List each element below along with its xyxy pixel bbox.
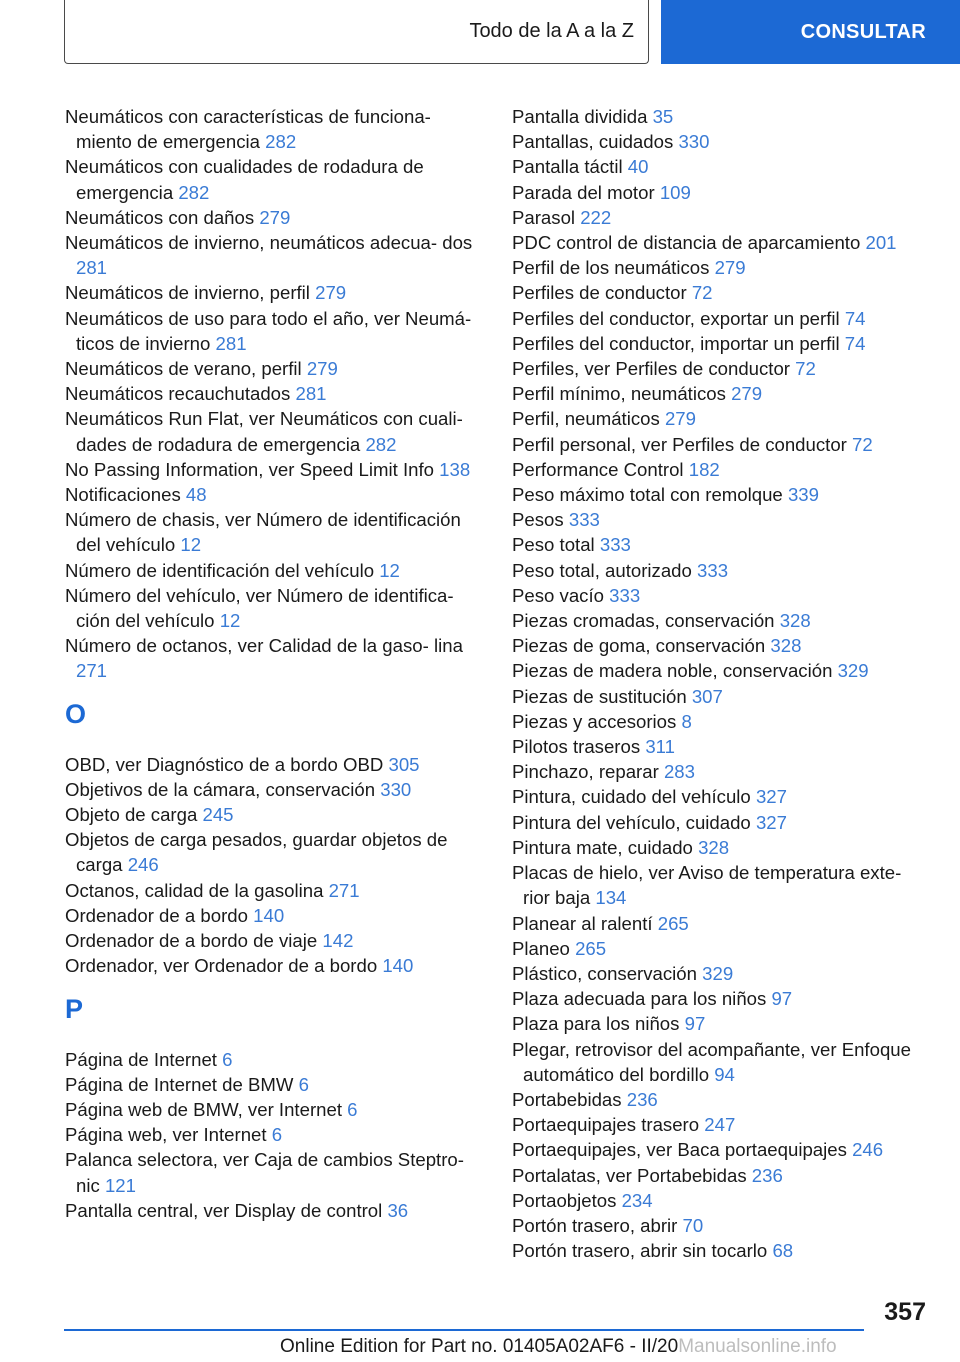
index-entry-text: Parasol xyxy=(512,206,576,228)
index-entry-text: Placas de hielo, ver Aviso de temperatura exte‐ rior baja xyxy=(512,862,902,909)
index-entry-text: Piezas cromadas, conservación xyxy=(512,610,775,632)
index-entry-text: Página web de BMW, ver Internet xyxy=(65,1098,342,1120)
index-entry xyxy=(65,1072,485,1097)
page-reference-link[interactable]: 246 xyxy=(852,1139,884,1161)
index-entry xyxy=(512,507,932,532)
index-entry-text: Pintura del vehículo, cuidado xyxy=(512,811,751,833)
index-column-left xyxy=(65,104,485,1223)
index-entry-text: Planear al ralentí xyxy=(512,912,653,934)
index-column-right xyxy=(512,104,932,1263)
page-reference-link[interactable]: 36 xyxy=(387,1199,409,1221)
index-entry xyxy=(512,911,932,936)
index-entry-text: Neumáticos de invierno, neumáticos adecua‐ dos xyxy=(65,232,473,254)
tab-az-index[interactable] xyxy=(64,0,649,64)
index-entry-text: Perfiles del conductor, importar un perfil xyxy=(512,332,840,354)
index-entry xyxy=(65,306,485,356)
index-entry-text: Octanos, calidad de la gasolina xyxy=(65,879,324,901)
index-entry xyxy=(512,1163,932,1188)
index-entry-text: Página web, ver Internet xyxy=(65,1124,267,1146)
header xyxy=(0,0,960,66)
index-entry-text: Piezas de madera noble, conservación xyxy=(512,660,833,682)
index-entry xyxy=(65,356,485,381)
index-entry xyxy=(512,280,932,305)
index-entry-text: Perfil, neumáticos xyxy=(512,408,660,430)
page-reference-link[interactable]: 94 xyxy=(714,1063,735,1085)
index-entry-text: Parada del motor xyxy=(512,181,655,203)
index-entry-text: Objetos de carga pesados, guardar objetos de carga xyxy=(65,829,448,876)
page-reference-link[interactable]: 121 xyxy=(104,1174,136,1196)
page-reference-link[interactable]: 234 xyxy=(621,1189,653,1211)
index-entry xyxy=(65,1122,485,1147)
index-entry xyxy=(65,827,485,877)
page-reference-link[interactable]: 6 xyxy=(222,1048,233,1070)
index-entry xyxy=(512,583,932,608)
index-entry-text: Peso total, autorizado xyxy=(512,559,692,581)
page-reference-link[interactable]: 330 xyxy=(678,131,710,153)
page-number: 357 xyxy=(884,1298,926,1326)
page-reference-link[interactable]: 201 xyxy=(865,232,897,254)
page-reference-link[interactable]: 305 xyxy=(388,753,420,775)
page-reference-link[interactable]: 327 xyxy=(755,811,787,833)
index-entry xyxy=(65,230,485,280)
index-entry-text: Página de Internet xyxy=(65,1048,217,1070)
index-entry-text: Neumáticos recauchutados xyxy=(65,383,291,405)
index-entry-text: Neumáticos con características de funciona‐ miento de emergencia xyxy=(65,106,431,153)
index-entry xyxy=(65,953,485,978)
tab-consultar-label: CONSULTAR xyxy=(800,20,926,43)
page-reference-link[interactable]: 333 xyxy=(599,534,631,556)
index-entry xyxy=(512,457,932,482)
index-entry xyxy=(65,1147,485,1197)
index-entry xyxy=(65,482,485,507)
index-entry-text: Perfil mínimo, neumáticos xyxy=(512,383,726,405)
index-entry-text: Portalatas, ver Portabebidas xyxy=(512,1164,747,1186)
index-entry xyxy=(512,1238,932,1263)
index-entry xyxy=(512,331,932,356)
index-entry xyxy=(65,280,485,305)
page-reference-link[interactable]: 311 xyxy=(645,736,675,758)
page-reference-link[interactable]: 72 xyxy=(691,282,713,304)
footer-divider xyxy=(64,1329,864,1331)
index-entry-text: Pinchazo, reparar xyxy=(512,761,659,783)
index-entry-text: Portabebidas xyxy=(512,1088,622,1110)
index-entry xyxy=(512,1037,932,1087)
index-entry xyxy=(512,658,932,683)
page-reference-link[interactable]: 8 xyxy=(681,710,692,732)
index-entry xyxy=(512,633,932,658)
index-entry-text: Objetivos de la cámara, conservación xyxy=(65,778,376,800)
page-reference-link[interactable]: 279 xyxy=(259,206,291,228)
index-entry-text: Pintura, cuidado del vehículo xyxy=(512,786,751,808)
index-entry-text: Pintura mate, cuidado xyxy=(512,836,693,858)
page-reference-link[interactable]: 328 xyxy=(779,610,811,632)
index-entry-text: Plaza para los niños xyxy=(512,1013,680,1035)
index-entry-text: Piezas de sustitución xyxy=(512,685,687,707)
index-entry-text: Pantalla táctil xyxy=(512,156,623,178)
page-reference-link[interactable]: 134 xyxy=(595,887,627,909)
page-reference-link[interactable]: 247 xyxy=(704,1114,736,1136)
page-reference-link[interactable]: 138 xyxy=(439,458,471,480)
index-entry-text: Ordenador de a bordo xyxy=(65,904,248,926)
index-entry xyxy=(65,752,485,777)
index-entry xyxy=(65,878,485,903)
section-letter: O xyxy=(65,698,87,729)
section-letter: P xyxy=(65,993,84,1024)
page-reference-link[interactable]: 281 xyxy=(215,332,247,354)
index-entry-text: Portaobjetos xyxy=(512,1189,617,1211)
index-entry xyxy=(512,759,932,784)
page-reference-link[interactable]: 72 xyxy=(852,433,873,455)
page-reference-link[interactable]: 6 xyxy=(347,1098,358,1120)
page-reference-link[interactable]: 245 xyxy=(202,804,234,826)
index-entry-text: Perfil personal, ver Perfiles de conductor xyxy=(512,433,847,455)
index-entry xyxy=(512,810,932,835)
index-entry-text: Neumáticos de verano, perfil xyxy=(65,358,302,380)
page-reference-link[interactable]: 236 xyxy=(751,1164,783,1186)
page-reference-link[interactable]: 271 xyxy=(328,879,360,901)
index-entry xyxy=(512,1011,932,1036)
page-reference-link[interactable]: 265 xyxy=(657,912,689,934)
tab-az-label: Todo de la A a la Z xyxy=(469,20,634,42)
index-entry-text: Piezas de goma, conservación xyxy=(512,635,766,657)
page-reference-link[interactable]: 40 xyxy=(627,156,649,178)
index-entry-text: Pantalla dividida xyxy=(512,106,648,127)
page-reference-link[interactable]: 333 xyxy=(609,584,641,606)
page-reference-link[interactable]: 265 xyxy=(575,937,607,959)
index-entry-text: Pilotos traseros xyxy=(512,736,641,758)
index-entry xyxy=(512,734,932,759)
page-reference-link[interactable]: 328 xyxy=(770,635,802,657)
index-entry xyxy=(512,1213,932,1238)
index-entry xyxy=(512,936,932,961)
index-entry-text: Pantalla central, ver Display de control xyxy=(65,1199,383,1221)
index-entry xyxy=(65,558,485,583)
index-entry-text: OBD, ver Diagnóstico de a bordo OBD xyxy=(65,753,384,775)
page-reference-link[interactable]: 282 xyxy=(365,433,397,455)
index-entry xyxy=(512,860,932,910)
footer-watermark: Manualsonline.info xyxy=(678,1336,837,1357)
index-entry-text: Plegar, retrovisor del acompañante, ver Enfoque automático del bordillo xyxy=(512,1038,911,1085)
page-reference-link[interactable]: 281 xyxy=(76,257,108,279)
index-entry xyxy=(512,180,932,205)
page-reference-link[interactable]: 333 xyxy=(568,509,600,531)
page-reference-link[interactable]: 279 xyxy=(664,408,696,430)
page-reference-link[interactable]: 97 xyxy=(684,1013,706,1035)
index-entry xyxy=(65,777,485,802)
page-reference-link[interactable]: 140 xyxy=(253,904,285,926)
index-entry xyxy=(65,633,485,683)
index-entry-text: Número del vehículo, ver Número de identifica‐ ción del vehículo xyxy=(65,584,454,632)
index-entry-text: Portón trasero, abrir sin tocarlo xyxy=(512,1240,768,1262)
index-entry xyxy=(512,1112,932,1137)
index-entry-text: Neumáticos con cualidades de rodadura de emergencia xyxy=(65,156,424,203)
index-entry xyxy=(65,1047,485,1072)
index-entry xyxy=(512,154,932,179)
index-entry xyxy=(65,1198,485,1223)
index-entry-text: Planeo xyxy=(512,937,570,959)
index-entry-text: Pantallas, cuidados xyxy=(512,131,674,153)
page-reference-link[interactable]: 6 xyxy=(271,1124,283,1146)
index-entry xyxy=(512,784,932,809)
index-entry xyxy=(512,1137,932,1162)
index-entry-text: Peso máximo total con remolque xyxy=(512,484,783,506)
page-reference-link[interactable]: 12 xyxy=(379,559,400,581)
index-entry xyxy=(512,381,932,406)
index-entry xyxy=(65,381,485,406)
page-reference-link[interactable]: 279 xyxy=(315,282,347,304)
index-entry-text: Neumáticos con daños xyxy=(65,206,255,228)
index-entry xyxy=(65,154,485,204)
index-entry-text: Neumáticos Run Flat, ver Neumáticos con cuali‐ dades de rodadura de emergencia xyxy=(65,408,463,455)
index-entry-text: Perfiles de conductor xyxy=(512,282,687,304)
index-entry-text: PDC control de distancia de aparcamiento xyxy=(512,232,861,254)
index-entry xyxy=(512,306,932,331)
index-entry-text: Portón trasero, abrir xyxy=(512,1214,678,1236)
page-reference-link[interactable]: 70 xyxy=(682,1214,704,1236)
page-reference-link[interactable]: 282 xyxy=(265,131,297,153)
index-entry xyxy=(512,230,932,255)
index-entry xyxy=(65,104,485,154)
index-entry xyxy=(65,903,485,928)
index-entry xyxy=(512,205,932,230)
page-reference-link[interactable]: 281 xyxy=(295,383,327,405)
page-reference-link[interactable]: 68 xyxy=(772,1240,794,1262)
index-entry xyxy=(512,255,932,280)
index-entry-text: Perfiles del conductor, exportar un perfil xyxy=(512,307,840,329)
index-entry xyxy=(512,986,932,1011)
index-entry xyxy=(512,482,932,507)
page-reference-link[interactable]: 279 xyxy=(306,358,338,380)
index-entry xyxy=(512,1188,932,1213)
page-reference-link[interactable]: 74 xyxy=(844,332,866,354)
index-entry-text: No Passing Information, ver Speed Limit Info xyxy=(65,458,434,480)
index-entry-text: Peso total xyxy=(512,534,595,556)
index-entry-text: Performance Control xyxy=(512,458,684,480)
index-entry-text: Notificaciones xyxy=(65,484,181,506)
page-reference-link[interactable]: 109 xyxy=(659,181,691,203)
index-entry-text: Portaequipajes trasero xyxy=(512,1114,700,1136)
index-entry-text: Objeto de carga xyxy=(65,804,198,826)
index-entry xyxy=(65,802,485,827)
page-reference-link[interactable]: 140 xyxy=(382,955,414,977)
page-reference-link[interactable]: 329 xyxy=(702,962,734,984)
page-reference-link[interactable]: 182 xyxy=(688,458,720,480)
page-reference-link[interactable]: 333 xyxy=(697,559,729,581)
index-entry xyxy=(512,129,932,154)
footer xyxy=(280,1336,837,1358)
index-entry-text: Perfil de los neumáticos xyxy=(512,257,710,279)
page-reference-link[interactable]: 282 xyxy=(178,181,210,203)
index-entry xyxy=(512,608,932,633)
page-reference-link[interactable]: 35 xyxy=(652,106,674,127)
index-entry xyxy=(512,104,932,129)
index-entry xyxy=(65,205,485,230)
index-entry-text: Portaequipajes, ver Baca portaequipajes xyxy=(512,1139,847,1161)
index-entry-text: Plástico, conservación xyxy=(512,962,697,984)
page-reference-link[interactable]: 236 xyxy=(626,1088,658,1110)
index-entry xyxy=(65,457,485,482)
index-entry xyxy=(65,928,485,953)
page-reference-link[interactable]: 222 xyxy=(580,206,612,228)
index-entry xyxy=(65,1097,485,1122)
index-entry-text: Ordenador, ver Ordenador de a bordo xyxy=(65,955,378,977)
page-reference-link[interactable]: 271 xyxy=(76,660,108,682)
page-reference-link[interactable]: 74 xyxy=(844,307,866,329)
index-entry xyxy=(65,406,485,456)
page-reference-link[interactable]: 283 xyxy=(663,761,695,783)
index-entry xyxy=(512,406,932,431)
index-entry xyxy=(65,583,485,633)
page-reference-link[interactable]: 328 xyxy=(698,836,730,858)
index-entry xyxy=(512,684,932,709)
page-reference-link[interactable]: 330 xyxy=(380,778,412,800)
page-reference-link[interactable]: 97 xyxy=(771,988,793,1010)
index-entry-text: Neumáticos de invierno, perfil xyxy=(65,282,310,304)
page-reference-link[interactable]: 12 xyxy=(180,534,202,556)
index-entry-text: Página de Internet de BMW xyxy=(65,1073,294,1095)
index-entry-text: Número de identificación del vehículo xyxy=(65,559,375,581)
index-entry xyxy=(512,835,932,860)
page-reference-link[interactable]: 142 xyxy=(322,930,354,952)
page-reference-link[interactable]: 72 xyxy=(795,358,816,380)
page-reference-link[interactable]: 6 xyxy=(298,1073,309,1095)
index-entry-text: Número de octanos, ver Calidad de la gaso‐ lina xyxy=(65,635,463,657)
index-entry-text: Neumáticos de uso para todo el año, ver Neumá‐ ticos de invierno xyxy=(65,307,472,354)
page-reference-link[interactable]: 329 xyxy=(837,660,869,682)
index-entry-text: Ordenador de a bordo de viaje xyxy=(65,930,318,952)
index-entry-text: Perfiles, ver Perfiles de conductor xyxy=(512,358,790,380)
page-reference-link[interactable]: 327 xyxy=(755,786,787,808)
page-reference-link[interactable]: 12 xyxy=(219,610,241,632)
index-entry xyxy=(512,432,932,457)
page-reference-link[interactable]: 279 xyxy=(731,383,763,405)
index-entry-text: Número de chasis, ver Número de identificación del vehículo xyxy=(65,509,461,556)
index-entry xyxy=(512,532,932,557)
tab-consultar[interactable] xyxy=(661,0,960,64)
index-entry xyxy=(512,1087,932,1112)
index-entry xyxy=(512,961,932,986)
page-reference-link[interactable]: 307 xyxy=(691,685,723,707)
index-entry-text: Plaza adecuada para los niños xyxy=(512,988,767,1010)
page-reference-link[interactable]: 48 xyxy=(185,484,207,506)
index-entry xyxy=(65,507,485,557)
index-entry-text: Pesos xyxy=(512,509,564,531)
index-entry xyxy=(512,356,932,381)
page-reference-link[interactable]: 279 xyxy=(714,257,746,279)
index-entry xyxy=(512,709,932,734)
index-entry-text: Peso vacío xyxy=(512,584,604,606)
page-reference-link[interactable]: 339 xyxy=(787,484,819,506)
footer-edition: Online Edition for Part no. 01405A02AF6 - II/20 xyxy=(280,1336,679,1357)
page-reference-link[interactable]: 246 xyxy=(127,854,159,876)
index-entry xyxy=(512,558,932,583)
index-entry-text: Palanca selectora, ver Caja de cambios Steptro‐ nic xyxy=(65,1149,464,1196)
index-entry-text: Piezas y accesorios xyxy=(512,710,677,732)
